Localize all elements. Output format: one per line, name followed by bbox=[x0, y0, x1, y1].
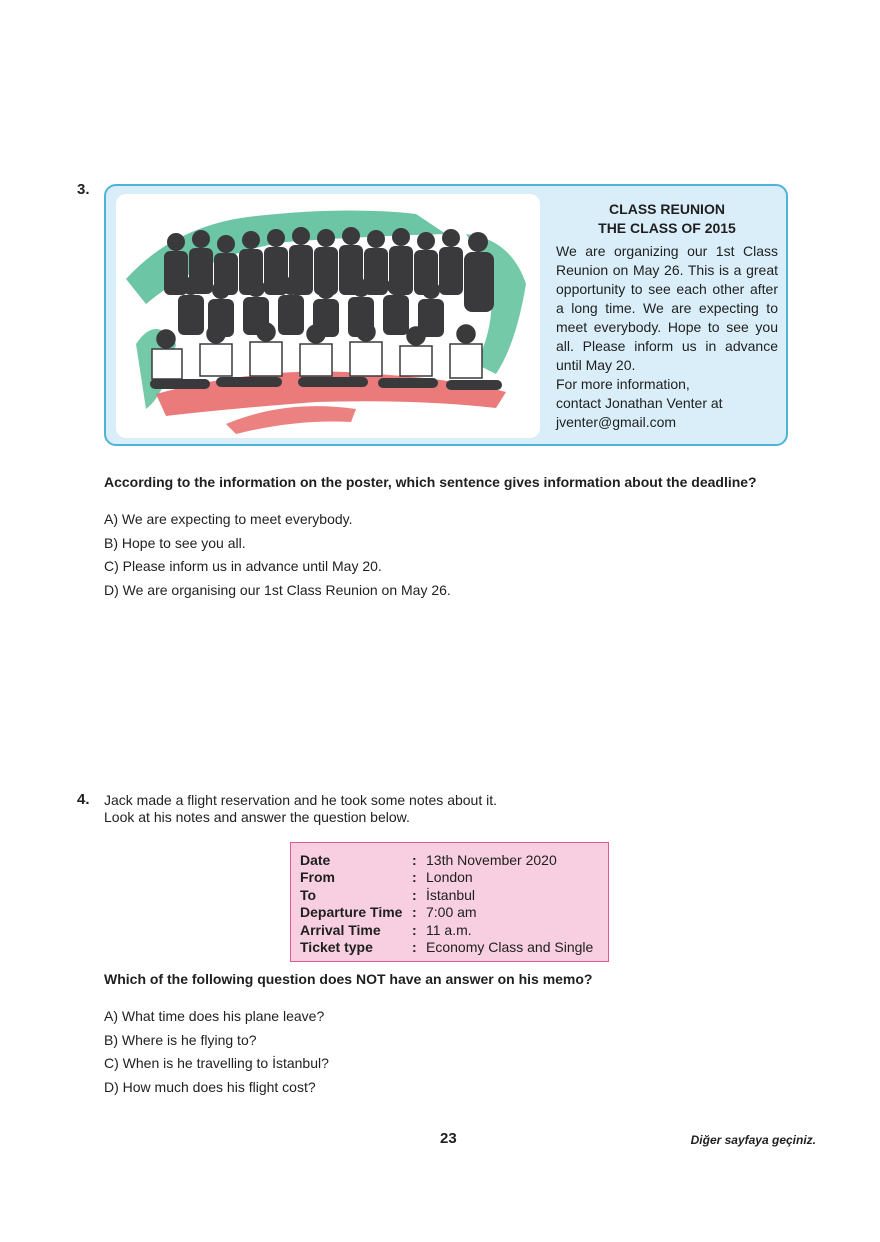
question-4-intro bbox=[104, 792, 497, 826]
memo-colon: : bbox=[412, 904, 417, 921]
question-3-option-c[interactable]: C) Please inform us in advance until May 20. bbox=[104, 558, 382, 574]
memo-label: From bbox=[300, 869, 335, 886]
memo-value: London bbox=[426, 869, 473, 886]
poster-title bbox=[556, 200, 778, 238]
class-photo-illustration bbox=[116, 194, 540, 438]
question-4-option-b[interactable]: B) Where is he flying to? bbox=[104, 1031, 257, 1048]
class-reunion-poster bbox=[104, 184, 788, 446]
poster-contact: contact Jonathan Venter at bbox=[556, 395, 723, 411]
memo-value: İstanbul bbox=[426, 886, 476, 903]
poster-title-line-1: CLASS REUNION bbox=[609, 201, 725, 217]
poster-more-info: For more information, bbox=[556, 376, 690, 392]
memo-value: 11 a.m. bbox=[426, 921, 472, 938]
memo-colon: : bbox=[412, 852, 417, 868]
memo-colon: : bbox=[412, 921, 417, 938]
question-3-option-d[interactable]: D) We are organising our 1st Class Reunion on May 26. bbox=[104, 581, 451, 598]
memo-label: Date bbox=[300, 852, 331, 868]
question-3-option-b[interactable]: B) Hope to see you all. bbox=[104, 534, 246, 551]
poster-email: jventer@gmail.com bbox=[556, 414, 677, 430]
memo-value: 13th November 2020 bbox=[426, 852, 557, 868]
memo-colon: : bbox=[412, 869, 417, 886]
flight-memo bbox=[290, 842, 609, 962]
question-4-option-d[interactable]: D) How much does his flight cost? bbox=[104, 1078, 316, 1095]
question-4-intro-line-1: Jack made a flight reservation and he took some notes about it. bbox=[104, 792, 498, 808]
poster-body: We are organizing our 1st Class Reunion on May 26. This is a great opportunity to see each other after a long time. We are expecting to meet everybody. Hope to see you all. Please inform us in advance until May 20. bbox=[556, 243, 778, 373]
memo-value: Economy Class and Single bbox=[426, 938, 594, 955]
question-4-text: Which of the following question does NOT have an answer on his memo? bbox=[104, 971, 593, 987]
question-4-number: 4. bbox=[77, 791, 90, 808]
poster-title-line-2: THE CLASS OF 2015 bbox=[598, 220, 736, 236]
memo-label: Departure Time bbox=[300, 904, 403, 921]
question-3-number: 3. bbox=[77, 181, 90, 198]
question-3-option-a[interactable]: A) We are expecting to meet everybody. bbox=[104, 511, 353, 527]
question-3-options bbox=[104, 508, 451, 602]
memo-label: Arrival Time bbox=[300, 921, 381, 938]
next-page-note: Diğer sayfaya geçiniz. bbox=[690, 1133, 816, 1147]
memo-row-arrival-time bbox=[300, 922, 608, 939]
page-number: 23 bbox=[440, 1130, 457, 1147]
question-3-text: According to the information on the poster, which sentence gives information about the deadline? bbox=[104, 474, 757, 490]
memo-value: 7:00 am bbox=[426, 904, 477, 921]
memo-row-to bbox=[300, 887, 608, 904]
memo-row-date bbox=[300, 852, 608, 869]
memo-colon: : bbox=[412, 938, 417, 955]
question-4-option-c[interactable]: C) When is he travelling to İstanbul? bbox=[104, 1055, 329, 1071]
memo-row-from bbox=[300, 869, 608, 886]
poster-text bbox=[556, 200, 778, 432]
memo-row-ticket-type bbox=[300, 939, 608, 956]
question-4-intro-line-2: Look at his notes and answer the question below. bbox=[104, 809, 410, 825]
question-4-option-a[interactable]: A) What time does his plane leave? bbox=[104, 1008, 325, 1024]
memo-label: To bbox=[300, 886, 317, 903]
question-4-options bbox=[104, 1005, 329, 1099]
memo-label: Ticket type bbox=[300, 938, 373, 955]
group-photo-illustration bbox=[116, 194, 540, 438]
memo-row-departure-time bbox=[300, 904, 608, 921]
memo-colon: : bbox=[412, 886, 417, 903]
